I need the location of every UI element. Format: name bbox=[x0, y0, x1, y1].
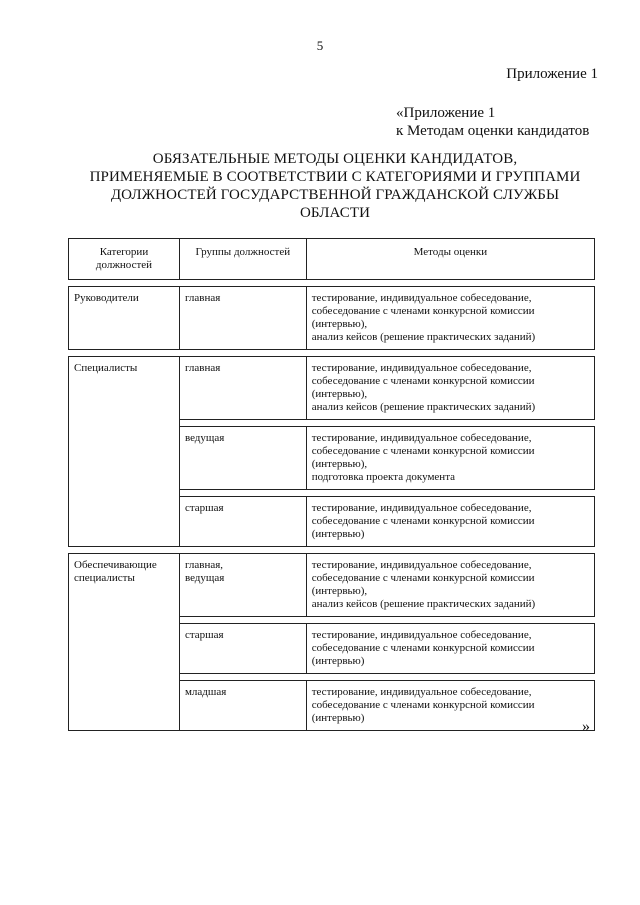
methods-cell bbox=[306, 497, 594, 547]
header-methods: Методы оценки bbox=[306, 239, 594, 280]
category-text: специалисты bbox=[74, 572, 135, 584]
table-spacer bbox=[69, 280, 595, 287]
method-text: подготовка проекта документа bbox=[311, 471, 456, 483]
method-text: собеседование с членами конкурсной комиссии bbox=[311, 515, 535, 527]
group-text: главная bbox=[184, 362, 221, 374]
method-text: (интервью) bbox=[311, 528, 365, 540]
group-text: старшая bbox=[184, 502, 224, 514]
title-line: ОБЯЗАТЕЛЬНЫЕ МЕТОДЫ ОЦЕНКИ КАНДИДАТОВ, bbox=[152, 151, 518, 167]
methods-cell bbox=[306, 681, 594, 731]
group-cell bbox=[179, 357, 306, 420]
table-spacer-row bbox=[69, 547, 595, 554]
group-text: старшая bbox=[184, 629, 224, 641]
title-line: ПРИМЕНЯЕМЫЕ В СООТВЕТСТВИИ С КАТЕГОРИЯМИ И ГРУППАМИ bbox=[89, 169, 581, 185]
method-text: собеседование с членами конкурсной комиссии bbox=[311, 445, 535, 457]
method-text: (интервью) bbox=[311, 712, 365, 724]
group-cell bbox=[179, 554, 306, 617]
group-cell bbox=[179, 497, 306, 547]
methods-cell bbox=[306, 554, 594, 617]
header-text: должностей bbox=[95, 259, 153, 271]
header-text: Категории bbox=[99, 246, 149, 258]
category-text: Руководители bbox=[74, 292, 139, 304]
methods-cell bbox=[306, 624, 594, 674]
methods-table bbox=[68, 238, 595, 731]
table-spacer bbox=[179, 617, 594, 624]
table-spacer bbox=[179, 490, 594, 497]
method-text: тестирование, индивидуальное собеседование, bbox=[311, 432, 532, 444]
method-text: собеседование с членами конкурсной комиссии bbox=[311, 572, 535, 584]
group-text: ведущая bbox=[184, 572, 225, 584]
closing-quote: » bbox=[582, 718, 590, 735]
method-text: собеседование с членами конкурсной комиссии bbox=[311, 642, 535, 654]
method-text: собеседование с членами конкурсной комиссии bbox=[311, 305, 535, 317]
method-text: (интервью) bbox=[311, 655, 365, 667]
category-cell bbox=[69, 554, 180, 731]
method-text: тестирование, индивидуальное собеседование, bbox=[311, 502, 532, 514]
method-text: анализ кейсов (решение практических заданий) bbox=[311, 331, 536, 343]
table-spacer bbox=[69, 350, 595, 357]
group-cell bbox=[179, 624, 306, 674]
method-text: (интервью), bbox=[311, 388, 368, 400]
group-cell bbox=[179, 427, 306, 490]
methods-cell bbox=[306, 357, 594, 420]
table-spacer bbox=[179, 674, 594, 681]
method-text: (интервью), bbox=[311, 458, 368, 470]
header-category bbox=[69, 239, 180, 280]
page-number: 5 bbox=[316, 38, 324, 53]
group-text: младшая bbox=[184, 686, 227, 698]
methods-cell bbox=[306, 287, 594, 350]
table-row bbox=[69, 554, 595, 617]
method-text: тестирование, индивидуальное собеседование, bbox=[311, 362, 532, 374]
table-row bbox=[69, 287, 595, 350]
table-body bbox=[69, 280, 595, 731]
document-title bbox=[70, 150, 600, 222]
category-text: Обеспечивающие bbox=[74, 559, 157, 571]
methods-cell bbox=[306, 427, 594, 490]
title-line: ОБЛАСТИ bbox=[299, 205, 371, 221]
category-cell bbox=[69, 287, 180, 350]
method-text: анализ кейсов (решение практических заданий) bbox=[311, 598, 536, 610]
table-header-row bbox=[69, 239, 595, 280]
appendix-reference bbox=[396, 104, 589, 140]
group-text: главная, bbox=[184, 559, 224, 571]
table-row bbox=[69, 357, 595, 420]
group-cell bbox=[179, 287, 306, 350]
method-text: (интервью), bbox=[311, 585, 368, 597]
category-text: Специалисты bbox=[74, 362, 138, 374]
method-text: собеседование с членами конкурсной комиссии bbox=[311, 375, 535, 387]
table-spacer-row bbox=[69, 280, 595, 287]
method-text: тестирование, индивидуальное собеседование, bbox=[311, 559, 532, 571]
group-text: главная bbox=[184, 292, 221, 304]
method-text: тестирование, индивидуальное собеседование, bbox=[311, 686, 532, 698]
table-spacer-row bbox=[69, 350, 595, 357]
method-text: собеседование с членами конкурсной комиссии bbox=[311, 699, 535, 711]
group-cell bbox=[179, 681, 306, 731]
category-cell bbox=[69, 357, 180, 547]
appendix-reference-line: к Методам оценки кандидатов bbox=[396, 123, 590, 139]
title-line: ДОЛЖНОСТЕЙ ГОСУДАРСТВЕННОЙ ГРАЖДАНСКОЙ СЛУЖБЫ bbox=[110, 187, 560, 203]
header-group: Группы должностей bbox=[179, 239, 306, 280]
table-spacer bbox=[179, 420, 594, 427]
appendix-label: Приложение 1 bbox=[506, 66, 598, 82]
method-text: (интервью), bbox=[311, 318, 368, 330]
method-text: тестирование, индивидуальное собеседование, bbox=[311, 629, 532, 641]
table-spacer bbox=[69, 547, 595, 554]
appendix-reference-line: «Приложение 1 bbox=[396, 105, 496, 121]
method-text: тестирование, индивидуальное собеседование, bbox=[311, 292, 532, 304]
method-text: анализ кейсов (решение практических заданий) bbox=[311, 401, 536, 413]
group-text: ведущая bbox=[184, 432, 225, 444]
